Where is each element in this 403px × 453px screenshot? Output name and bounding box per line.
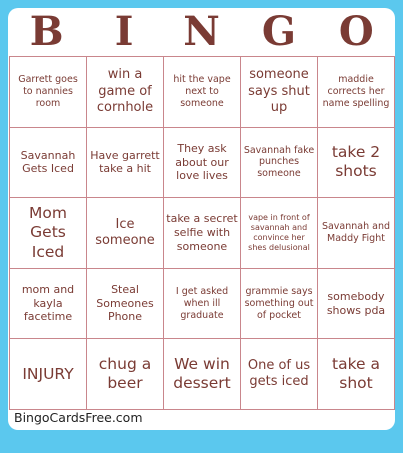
bingo-cell[interactable] <box>10 339 87 410</box>
bingo-cell[interactable] <box>10 128 87 199</box>
bingo-cell[interactable] <box>87 57 164 128</box>
bingo-cell[interactable] <box>241 198 318 269</box>
bingo-cell-text: We win dessert <box>173 354 231 393</box>
site-credit: BingoCardsFree.com <box>14 410 143 425</box>
bingo-cell[interactable] <box>318 269 395 340</box>
bingo-cell[interactable] <box>164 128 241 199</box>
bingo-cell-text: maddie corrects her name spelling <box>322 73 390 109</box>
bingo-cell[interactable] <box>318 128 395 199</box>
header-letter-g: G <box>261 8 296 55</box>
bingo-cell-text: Savannah fake punches someone <box>243 144 315 180</box>
bingo-cell[interactable] <box>87 128 164 199</box>
bingo-cell[interactable] <box>87 339 164 410</box>
bingo-cell[interactable] <box>10 57 87 128</box>
bingo-cell-text: Steal Someones Phone <box>96 282 154 324</box>
bingo-cell-text: mom and kayla facetime <box>21 282 75 324</box>
header-letter-o: O <box>338 8 374 55</box>
bingo-cell[interactable] <box>164 57 241 128</box>
bingo-cell[interactable] <box>241 339 318 410</box>
bingo-cell-text: vape in front of savannah and convince her shes delusional <box>248 212 310 252</box>
bingo-grid <box>9 56 395 410</box>
bingo-cell[interactable] <box>318 339 395 410</box>
bingo-cell[interactable] <box>241 269 318 340</box>
bingo-cell-text: Savannah Gets Iced <box>20 148 76 176</box>
bingo-cell[interactable] <box>318 198 395 269</box>
bingo-cell[interactable] <box>87 198 164 269</box>
bingo-cell[interactable] <box>164 198 241 269</box>
bingo-cell[interactable] <box>164 269 241 340</box>
bingo-cell-text: someone says shut up <box>248 67 310 115</box>
bingo-cell[interactable] <box>318 57 395 128</box>
bingo-cell-text: chug a beer <box>98 354 152 393</box>
bingo-card <box>8 8 395 430</box>
bingo-cell-text: take a shot <box>332 354 380 393</box>
bingo-cell-text: somebody shows pda <box>326 289 386 317</box>
bingo-cell[interactable] <box>241 128 318 199</box>
header-letter-i: I <box>114 8 134 55</box>
bingo-cell-text: They ask about our love lives <box>175 141 229 183</box>
bingo-cell-text: win a game of cornhole <box>96 67 154 115</box>
bingo-cell[interactable] <box>241 57 318 128</box>
bingo-header <box>8 8 395 55</box>
bingo-cell-text: Savannah and Maddy Fight <box>321 221 391 244</box>
bingo-cell-text: hit the vape next to someone <box>173 73 231 109</box>
bingo-cell[interactable] <box>10 198 87 269</box>
bingo-cell-text: take a secret selfie with someone <box>166 212 238 253</box>
bingo-cell-text: INJURY <box>22 364 74 383</box>
bingo-cell[interactable] <box>164 339 241 410</box>
bingo-cell-text: take 2 shots <box>331 143 381 181</box>
bingo-cell[interactable] <box>87 269 164 340</box>
bingo-cell[interactable] <box>10 269 87 340</box>
header-letter-n: N <box>183 8 220 55</box>
bingo-cell-text: Mom Gets Iced <box>29 203 67 261</box>
bingo-cell-text: One of us gets iced <box>247 357 311 390</box>
bingo-cell-text: Ice someone <box>95 216 155 248</box>
bingo-cell-text: I get asked when ill graduate <box>175 285 229 321</box>
header-letter-b: B <box>29 8 64 55</box>
bingo-cell-text: Have garrett take a hit <box>90 148 160 176</box>
bingo-cell-text: Garrett goes to nannies room <box>18 73 78 109</box>
bingo-cell-text: grammie says something out of pocket <box>244 285 314 321</box>
